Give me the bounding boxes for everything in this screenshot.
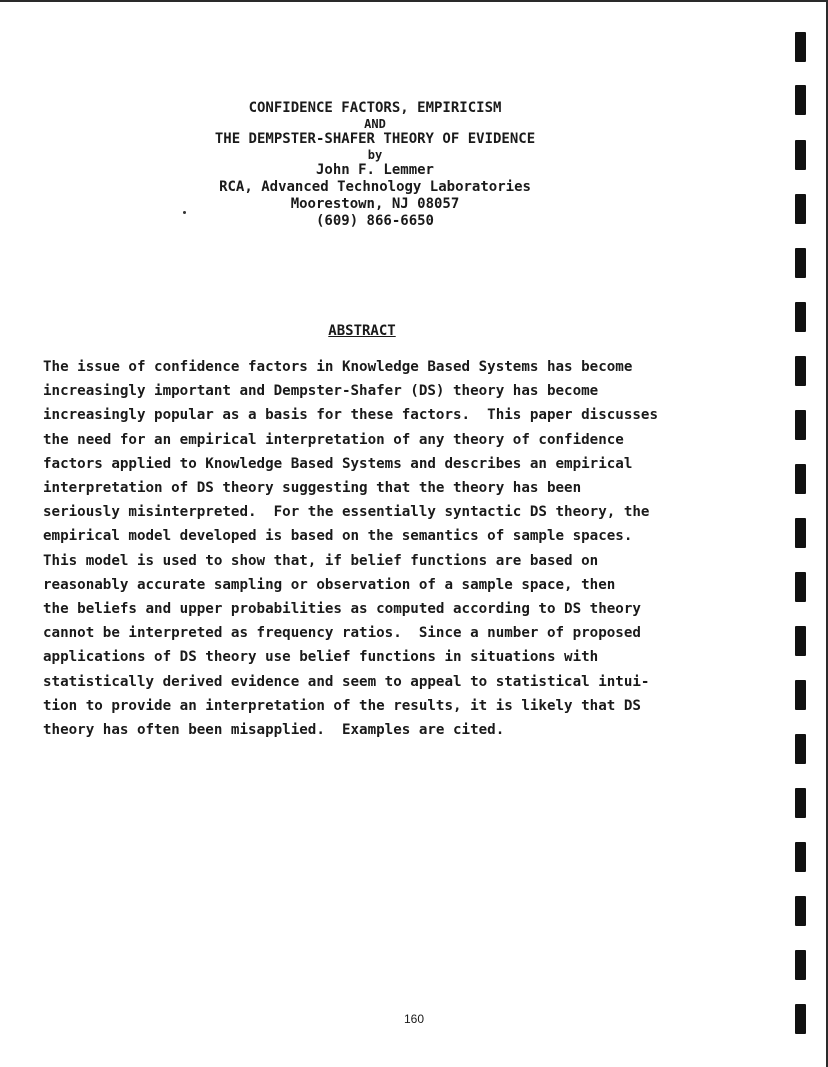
abstract-line: the beliefs and upper probabilities as computed according to DS theory (43, 601, 641, 618)
abstract-line: factors applied to Knowledge Based Systems and describes an empirical (43, 455, 633, 472)
binding-mark (795, 788, 806, 818)
binding-mark (795, 896, 806, 926)
binding-mark (795, 194, 806, 224)
binding-mark (795, 518, 806, 548)
page-border-top (0, 0, 828, 2)
title-line-1: CONFIDENCE FACTORS, EMPIRICISM (248, 100, 502, 116)
abstract-line: This model is used to show that, if belief functions are based on (43, 552, 599, 569)
binding-marks (795, 0, 811, 1067)
binding-mark (795, 410, 806, 440)
abstract-line: theory has often been misapplied. Examples are cited. (43, 722, 505, 739)
title-line-2: AND (364, 117, 386, 131)
binding-mark (795, 32, 806, 62)
author-name: John F. Lemmer (315, 162, 434, 178)
scan-speck (183, 211, 186, 214)
author-phone: (609) 866-6650 (315, 213, 434, 229)
binding-mark (795, 248, 806, 278)
author-address: Moorestown, NJ 08057 (290, 196, 460, 212)
abstract-line: increasingly important and Dempster-Shafer (DS) theory has become (43, 383, 599, 400)
binding-mark (795, 85, 806, 115)
page-number: 160 (403, 1012, 425, 1026)
paper-header (120, 100, 630, 230)
abstract-line: the need for an empirical interpretation of any theory of confidence (43, 431, 624, 448)
binding-mark (795, 464, 806, 494)
abstract-line: seriously misinterpreted. For the essentially syntactic DS theory, the (43, 504, 650, 521)
abstract-line: reasonably accurate sampling or observation of a sample space, then (43, 576, 616, 593)
abstract-line: applications of DS theory use belief functions in situations with (43, 649, 599, 666)
binding-mark (795, 680, 806, 710)
binding-mark (795, 626, 806, 656)
binding-mark (795, 140, 806, 170)
binding-mark (795, 302, 806, 332)
abstract-line: statistically derived evidence and seem to appeal to statistical intui- (43, 673, 650, 690)
abstract-line: The issue of confidence factors in Knowledge Based Systems has become (43, 359, 633, 375)
abstract-heading: ABSTRACT (328, 323, 396, 339)
binding-mark (795, 842, 806, 872)
abstract-line: interpretation of DS theory suggesting that the theory has been (43, 480, 582, 497)
abstract-line: cannot be interpreted as frequency ratios. Since a number of proposed (43, 625, 641, 642)
binding-mark (795, 356, 806, 386)
binding-mark (795, 734, 806, 764)
abstract-body (43, 355, 748, 742)
title-line-3: THE DEMPSTER-SHAFER THEORY OF EVIDENCE (214, 131, 536, 147)
binding-mark (795, 1004, 806, 1034)
by-line: by (367, 148, 383, 162)
abstract-line: increasingly popular as a basis for these factors. This paper discusses (43, 407, 658, 424)
abstract-line: empirical model developed is based on the semantics of sample spaces. (43, 528, 633, 545)
binding-mark (795, 572, 806, 602)
binding-mark (795, 950, 806, 980)
abstract-line: tion to provide an interpretation of the results, it is likely that DS (43, 697, 641, 714)
author-affiliation: RCA, Advanced Technology Laboratories (219, 179, 531, 195)
